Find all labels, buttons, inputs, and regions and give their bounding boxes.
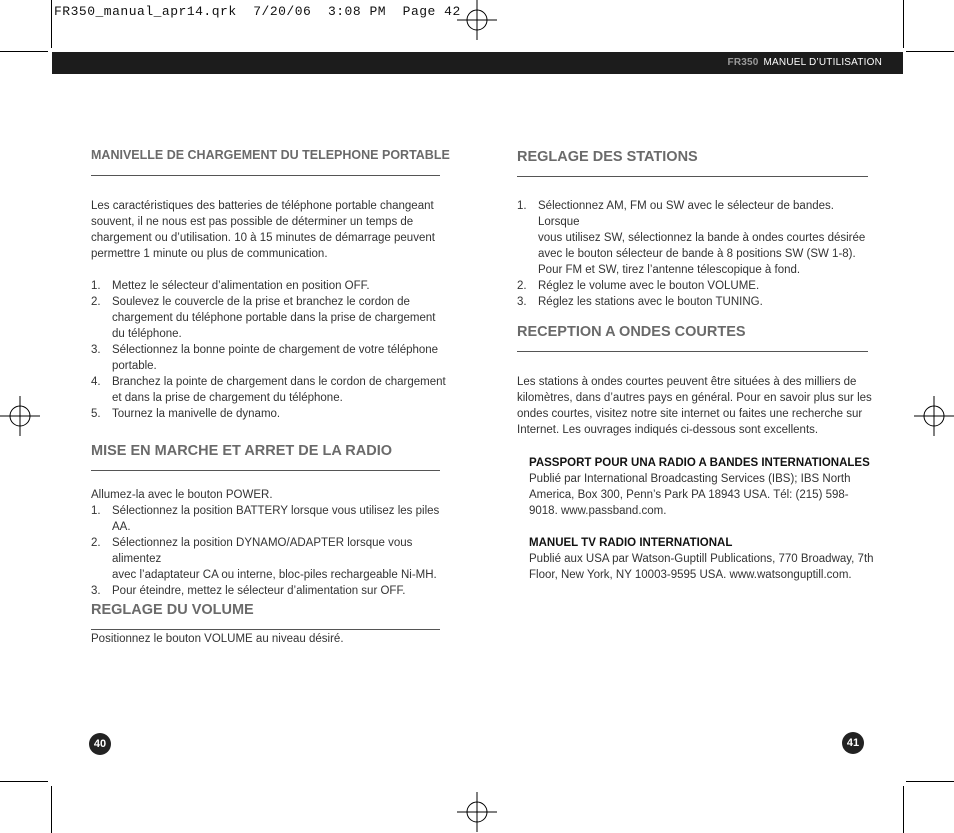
list-item (517, 294, 877, 310)
charging-intro (91, 198, 451, 262)
text-line: avec l’adaptateur CA ou interne, bloc-piles rechargeable Ni-MH. (112, 569, 437, 581)
text-line: Tournez la manivelle de dynamo. (112, 408, 281, 420)
text-line: Sélectionnez la position BATTERY lorsque vous utilisez les piles AA. (112, 505, 440, 533)
publication-title: MANUEL TV RADIO INTERNATIONAL (529, 537, 733, 549)
text-line: Sélectionnez la position DYNAMO/ADAPTER lorsque vous alimentez (112, 537, 413, 565)
text-line: Réglez les stations avec le bouton TUNING. (538, 296, 763, 308)
crop-mark (903, 0, 904, 48)
section-rule (91, 470, 440, 471)
text-line: portable. (112, 360, 157, 372)
text-line: Sélectionnez la bonne pointe de chargement de votre téléphone (112, 344, 439, 356)
crop-mark (903, 786, 904, 833)
registration-mark-icon (0, 396, 40, 436)
shortwave-intro (517, 374, 877, 438)
section-rule (517, 176, 868, 177)
text-line: permettre 1 minute ou plus de communication. (91, 248, 328, 260)
section-heading-power: MISE EN MARCHE ET ARRET DE LA RADIO (91, 443, 393, 459)
step-number: 5. (91, 408, 101, 420)
section-rule (517, 351, 868, 352)
list-item (91, 406, 451, 422)
list-item (517, 278, 877, 294)
volume-text: Positionnez le bouton VOLUME au niveau désiré. (91, 633, 344, 645)
section-heading-charging: MANIVELLE DE CHARGEMENT DU TELEPHONE PORTABLE (91, 148, 450, 162)
list-item (91, 503, 451, 535)
step-number: 3. (91, 585, 101, 597)
text-line: Branchez la pointe de chargement dans le cordon de chargement (112, 376, 446, 388)
section-heading-tuning: REGLAGE DES STATIONS (517, 149, 698, 165)
text-line: Publié par International Broadcasting Services (IBS); IBS North (529, 473, 851, 485)
text-line: Floor, New York, NY 10003-9595 USA. www.watsonguptill.com. (529, 569, 852, 581)
registration-mark-icon (457, 0, 497, 40)
text-line: Pour éteindre, mettez le sélecteur d’alimentation sur OFF. (112, 585, 406, 597)
list-item (91, 374, 451, 406)
text-line: Les caractéristiques des batteries de téléphone portable changeant (91, 200, 434, 212)
text-line: Publié aux USA par Watson-Guptill Publications, 770 Broadway, 7th (529, 553, 874, 565)
power-steps (91, 503, 451, 599)
publication-passport (529, 455, 879, 519)
text-line: Sélectionnez AM, FM ou SW avec le sélecteur de bandes. Lorsque (538, 200, 834, 228)
crop-mark (906, 51, 954, 52)
text-line: chargement du téléphone portable dans la prise de chargement (112, 312, 436, 324)
crop-mark (0, 51, 48, 52)
header-model: FR350 (727, 57, 759, 68)
text-line: ondes courtes, visitez notre site internet ou faites une recherche sur (517, 408, 863, 420)
crop-mark (906, 781, 954, 782)
text-line: souvent, il ne nous est pas possible de déterminer un temps de (91, 216, 414, 228)
tuning-steps (517, 198, 877, 310)
section-rule (91, 175, 440, 176)
publication-manuel-tv (529, 535, 879, 583)
step-number: 2. (91, 296, 101, 308)
text-line: et dans la prise de chargement du téléphone. (112, 392, 343, 404)
list-item (91, 294, 451, 342)
text-line: America, Box 300, Penn’s Park PA 18943 USA. Tél: (215) 598- (529, 489, 849, 501)
page-number-left: 40 (89, 733, 111, 755)
step-number: 3. (91, 344, 101, 356)
section-heading-shortwave: RECEPTION A ONDES COURTES (517, 324, 746, 340)
crop-mark (51, 786, 52, 833)
section-rule (91, 629, 440, 630)
list-item (91, 278, 451, 294)
text-line: Internet. Les ouvrages indiqués ci-dessous sont excellents. (517, 424, 819, 436)
text-line: vous utilisez SW, sélectionnez la bande à ondes courtes désirée (538, 232, 866, 244)
print-slug: FR350_manual_apr14.qrk 7/20/06 3:08 PM Page 42 (54, 4, 461, 19)
step-number: 2. (517, 280, 527, 292)
text-line: Pour FM et SW, tirez l’antenne télescopique à fond. (538, 264, 801, 276)
text-line: Mettez le sélecteur d’alimentation en position OFF. (112, 280, 370, 292)
section-heading-volume: REGLAGE DU VOLUME (91, 602, 254, 618)
text-line: Soulevez le couvercle de la prise et branchez le cordon de (112, 296, 410, 308)
registration-mark-icon (914, 396, 954, 436)
publication-title: PASSPORT POUR UNA RADIO A BANDES INTERNATIONALES (529, 457, 870, 469)
list-item (91, 535, 451, 583)
step-number: 4. (91, 376, 101, 388)
step-number: 1. (517, 200, 527, 212)
text-line: Réglez le volume avec le bouton VOLUME. (538, 280, 760, 292)
crop-mark (0, 781, 48, 782)
text-line: 9018. www.passband.com. (529, 505, 667, 517)
text-line: du téléphone. (112, 328, 182, 340)
list-item (91, 342, 451, 374)
step-number: 1. (91, 505, 101, 517)
list-item (91, 583, 451, 599)
list-item (517, 198, 877, 278)
charging-steps (91, 278, 451, 422)
crop-mark (51, 0, 52, 48)
text-line: Les stations à ondes courtes peuvent être situées à des milliers de (517, 376, 857, 388)
header-title (728, 57, 882, 68)
header-manual-title: MANUEL D’UTILISATION (763, 57, 882, 68)
page-number-right: 41 (842, 732, 864, 754)
registration-mark-icon (457, 792, 497, 832)
text-line: chargement ou d’utilisation. 10 à 15 minutes de démarrage peuvent (91, 232, 435, 244)
step-number: 2. (91, 537, 101, 549)
power-intro: Allumez-la avec le bouton POWER. (91, 489, 273, 501)
step-number: 1. (91, 280, 101, 292)
text-line: kilomètres, dans d’autres pays en général. Pour en savoir plus sur les (517, 392, 872, 404)
step-number: 3. (517, 296, 527, 308)
text-line: avec le bouton sélecteur de bande à 8 positions SW (SW 1-8). (538, 248, 856, 260)
